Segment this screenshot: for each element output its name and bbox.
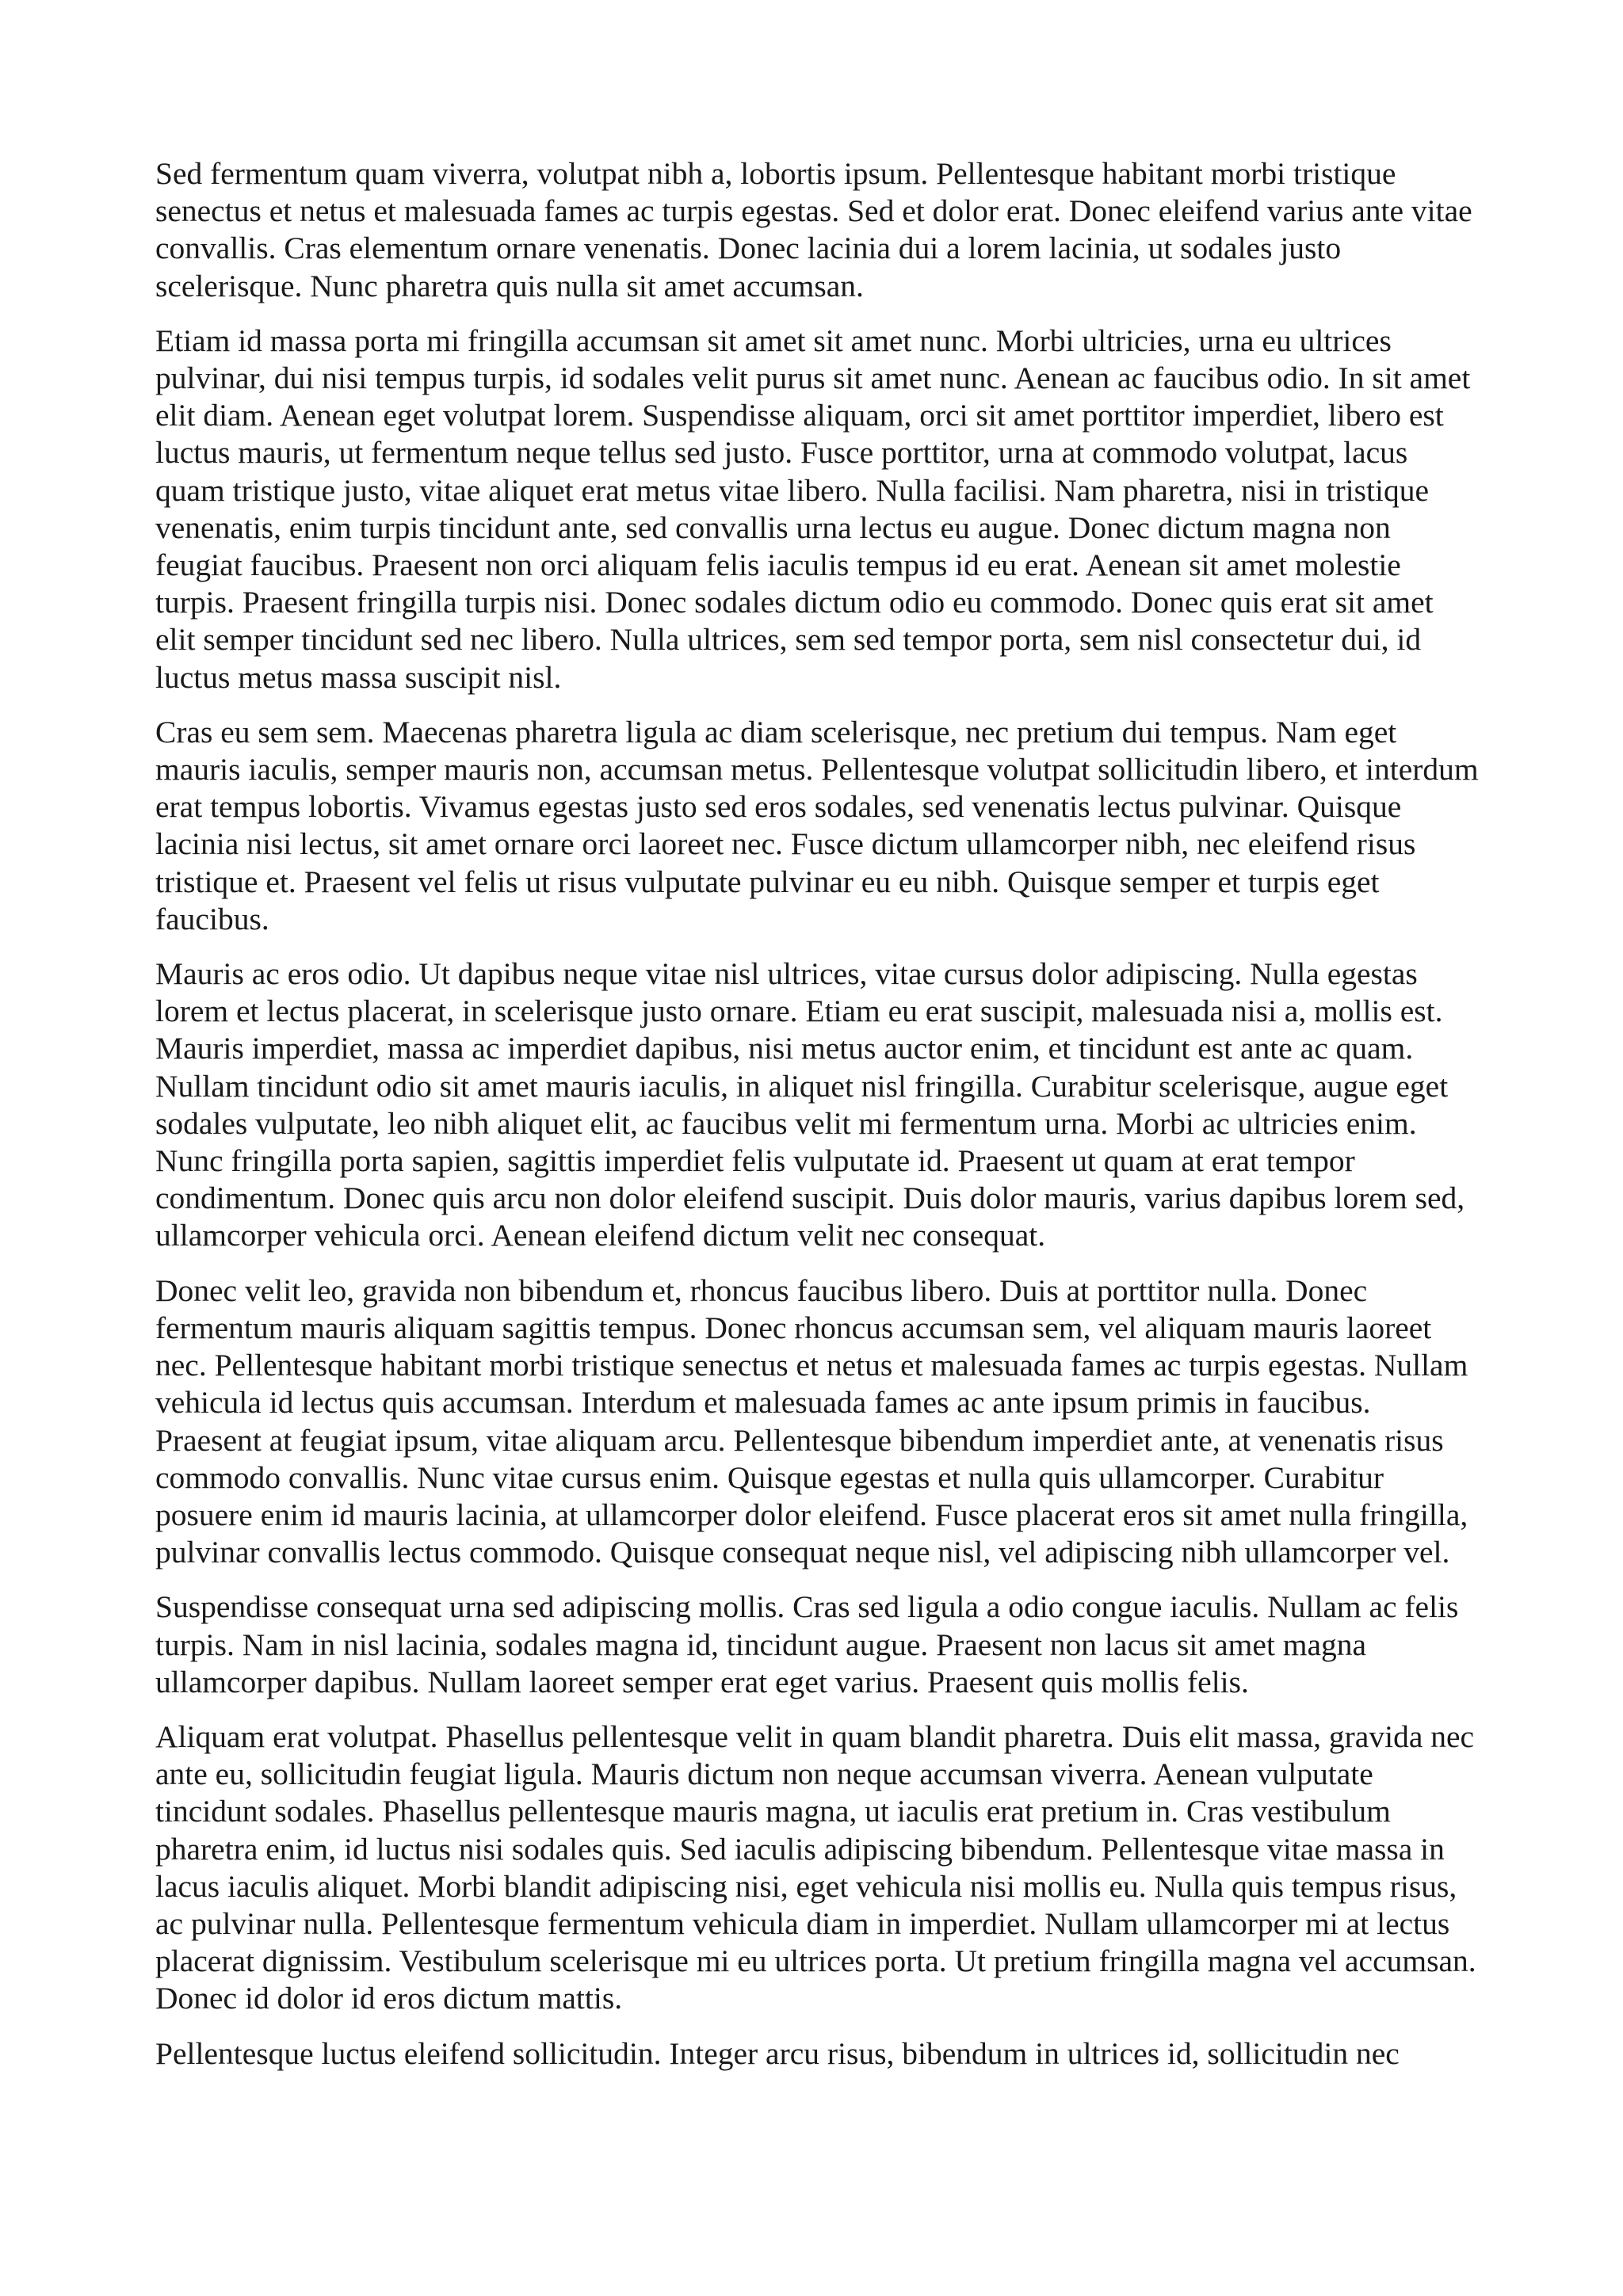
- document-body: [155, 155, 1480, 2090]
- paragraph-1: Sed fermentum quam viverra, volutpat nibh a, lobortis ipsum. Pellentesque habitant morbi tristique senectus et netus et malesuada fames ac turpis egestas. Sed et dolor erat. Donec eleifend varius ante vitae convallis. Cras elementum ornare venenatis. Donec lacinia dui a lorem lacinia, ut sodales justo scelerisque. Nunc pharetra quis nulla sit amet accumsan.: [155, 156, 1472, 303]
- paragraph-4: Mauris ac eros odio. Ut dapibus neque vitae nisl ultrices, vitae cursus dolor adipiscing. Nulla egestas lorem et lectus placerat, in scelerisque justo ornare. Etiam eu erat suscipit, malesuada nisi a, mollis est. Mauris imperdiet, massa ac imperdiet dapibus, nisi metus auctor enim, et tincidunt est ante ac quam. Nullam tincidunt odio sit amet mauris iaculis, in aliquet nisl fringilla. Curabitur scelerisque, augue eget sodales vulputate, leo nibh aliquet elit, ac faucibus velit mi fermentum urna. Morbi ac ultricies enim. Nunc fringilla porta sapien, sagittis imperdiet felis vulputate id. Praesent ut quam at erat tempor condimentum. Donec quis arcu non dolor eleifend suscipit. Duis dolor mauris, varius dapibus lorem sed, ullamcorper vehicula orci. Aenean eleifend dictum velit nec consequat.: [155, 956, 1465, 1253]
- paragraph-3: Cras eu sem sem. Maecenas pharetra ligula ac diam scelerisque, nec pretium dui tempus. Nam eget mauris iaculis, semper mauris non, accumsan metus. Pellentesque volutpat sollicitudin libero, et interdum erat tempus lobortis. Vivamus egestas justo sed eros sodales, sed venenatis lectus pulvinar. Quisque lacinia nisi lectus, sit amet ornare orci laoreet nec. Fusce dictum ullamcorper nibh, nec eleifend risus tristique et. Praesent vel felis ut risus vulputate pulvinar eu eu nibh. Quisque semper et turpis eget faucibus.: [155, 714, 1479, 936]
- paragraph-7: Aliquam erat volutpat. Phasellus pellentesque velit in quam blandit pharetra. Duis elit massa, gravida nec ante eu, sollicitudin feugiat ligula. Mauris dictum non neque accumsan viverra. Aenean vulputate tincidunt sodales. Phasellus pellentesque mauris magna, ut iaculis erat pretium in. Cras vestibulum pharetra enim, id luctus nisi sodales quis. Sed iaculis adipiscing bibendum. Pellentesque vitae massa in lacus iaculis aliquet. Morbi blandit adipiscing nisi, eget vehicula nisi mollis eu. Nulla quis tempus risus, ac pulvinar nulla. Pellentesque fermentum vehicula diam in imperdiet. Nullam ullamcorper mi at lectus placerat dignissim. Vestibulum scelerisque mi eu ultrices porta. Ut pretium fringilla magna vel accumsan. Donec id dolor id eros dictum mattis.: [155, 1718, 1476, 2016]
- paragraph-2: Etiam id massa porta mi fringilla accumsan sit amet sit amet nunc. Morbi ultricies, urna eu ultrices pulvinar, dui nisi tempus turpis, id sodales velit purus sit amet nunc. Aenean ac faucibus odio. In sit amet elit diam. Aenean eget volutpat lorem. Suspendisse aliquam, orci sit amet porttitor imperdiet, libero est luctus mauris, ut fermentum neque tellus sed justo. Fusce porttitor, urna at commodo volutpat, lacus quam tristique justo, vitae aliquet erat metus vitae libero. Nulla facilisi. Nam pharetra, nisi in tristique venenatis, enim turpis tincidunt ante, sed convallis urna lectus eu augue. Donec dictum magna non feugiat faucibus. Praesent non orci aliquam felis iaculis tempus id eu erat. Aenean sit amet molestie turpis. Praesent fringilla turpis nisi. Donec sodales dictum odio eu commodo. Donec quis erat sit amet elit semper tincidunt sed nec libero. Nulla ultrices, sem sed tempor porta, sem nisl consectetur dui, id luctus metus massa suscipit nisl.: [155, 322, 1471, 695]
- paragraph-5: Donec velit leo, gravida non bibendum et, rhoncus faucibus libero. Duis at porttitor nulla. Donec fermentum mauris aliquam sagittis tempus. Donec rhoncus accumsan sem, vel aliquam mauris laoreet nec. Pellentesque habitant morbi tristique senectus et netus et malesuada fames ac turpis egestas. Nullam vehicula id lectus quis accumsan. Interdum et malesuada fames ac ante ipsum primis in faucibus. Praesent at feugiat ipsum, vitae aliquam arcu. Pellentesque bibendum imperdiet ante, at venenatis risus commodo convallis. Nunc vitae cursus enim. Quisque egestas et nulla quis ullamcorper. Curabitur posuere enim id mauris lacinia, at ullamcorper dolor eleifend. Fusce placerat eros sit amet nulla fringilla, pulvinar convallis lectus commodo. Quisque consequat neque nisl, vel adipiscing nibh ullamcorper vel.: [155, 1272, 1468, 1570]
- paragraph-8: Pellentesque luctus eleifend sollicitudin. Integer arcu risus, bibendum in ultrices id, sollicitudin nec: [155, 2035, 1400, 2071]
- paragraph-6: Suspendisse consequat urna sed adipiscing mollis. Cras sed ligula a odio congue iaculis. Nullam ac felis turpis. Nam in nisl lacinia, sodales magna id, tincidunt augue. Praesent non lacus sit amet magna ullamcorper dapibus. Nullam laoreet semper erat eget varius. Praesent quis mollis felis.: [155, 1589, 1459, 1699]
